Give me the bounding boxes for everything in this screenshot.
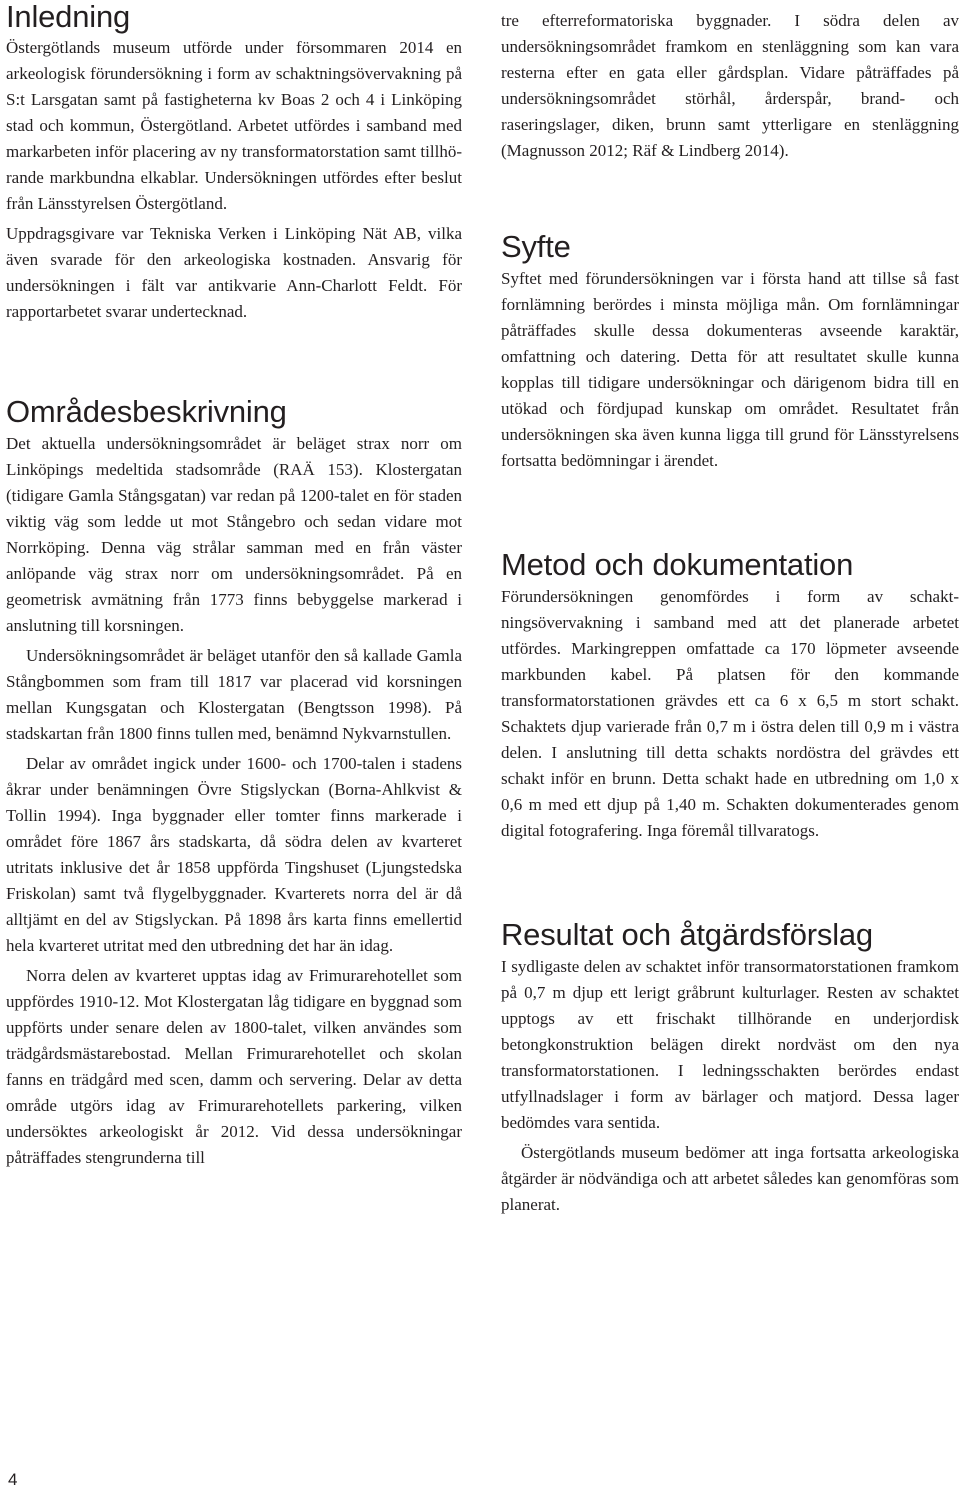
paragraph: Uppdragsgivare var Tekniska Verken i Linköping Nät AB, vilka även svarade för den arkeologiska kostnaden. Ansvarig för undersökningen i fält var antikvarie Ann-Charlott Feldt. För rapportarbetet svarar undertecknad. (6, 224, 462, 321)
paragraph: Östergötlands museum bedömer att inga fortsatta arkeologiska åtgärder är nödvändiga och att arbetet således kan genomföras som planerat. (501, 1143, 959, 1214)
heading-syfte: Syfte (501, 229, 571, 264)
page-number: 4 (8, 1470, 18, 1489)
heading-resultat: Resultat och åtgärdsförslag (501, 917, 873, 952)
heading-omradesbeskrivning: Områdesbeskrivning (6, 394, 287, 429)
paragraph: I sydligaste delen av schaktet inför transormatorstationen framkom på 0,7 m djup ett lerigt gråbrunt kulturlager. Resten av schaktet upptogs av ett frischakt tillhörande en underjordisk betongkonstruktion belägen direkt nordväst om den nya transformatorstationen. I ledningsschakten berördes endast utfyllnadslager i form av bärlager och matjord. Dessa lager bedömdes vara sentida. (501, 957, 959, 1132)
heading-inledning: Inledning (6, 0, 131, 34)
paragraph-continuation: tre efterreformatoriska byggnader. I södra delen av undersökningsområdet framkom en stenläggning som kan vara resterna efter en gata eller gårdsplan. Vidare påträffades på undersökningsområdet störhål, årderspår, brand- och raseringslager, diken, brunn samt ytterligare en stenläggning (Magnusson 2012; Räf & Lindberg 2014). (501, 11, 959, 160)
paragraph: Förundersökningen genomfördes i form av schaktningsövervakning i samband med att det planerade arbetet utfördes. Markingreppen omfattade ca 170 löpmeter avseende markbunden kabel. På platsen för den kommande transformatorstationen grävdes ett ca 6 x 6,5 m stort schakt. Schaktets djup varierade från 0,7 m i östra delen till 0,9 m i västra delen. I anslutning till detta schakts nordöstra del grävdes ett schakt inför en brunn. Detta schakt hade en utbredning om 1,0 x 0,6 m med ett djup på 1,40 m. Schakten dokumenterades genom digital fotografering. Inga föremål tillvaratogs. (501, 587, 959, 840)
paragraph: Delar av området ingick under 1600- och 1700-talen i stadens åkrar under benämningen Övre Stigslyckan (Borna-Ahlkvist & Tollin 1994). Inga byggnader eller tomter finns markerade i området före 1867 års stadskarta, då södra delen av kvarteret utritats inklusive det år 1858 uppförda Tingshuset (Ljungstedska Friskolan) samt två flygelbyggnader. Kvarterets norra del är då alltjämt en del av Stigslyckan. På 1898 års karta finns emellertid hela kvarteret utritat med den utbredning det har än idag. (6, 754, 462, 955)
paragraph: Undersökningsområdet är beläget utanför den så kallade Gamla Stångbommen som fram till 1817 var placerad vid korsningen mellan Kungsgatan och Klostergatan (Bengtsson 1998). På stadskartan från 1800 finns tullen med, benämnd Nykvarnstullen. (6, 646, 462, 743)
paragraph: Det aktuella undersökningsområdet är beläget strax norr om Linköpings medeltida stadsområde (RAÄ 153). Klostergatan (tidigare Gamla Stångsgatan) var redan på 1200-talet en för staden viktig väg som ledde ut mot Stångebro och sedan vidare mot Norrköping. Denna väg strålar samman med en från väster anlöpande väg strax norr om undersökningsområdet. På en geometrisk avmätning från 1773 finns bebyggelse markerad i anslutning till korsningen. (6, 434, 462, 635)
paragraph: Syftet med förundersökningen var i första hand att tillse så fast fornlämning berördes i minsta möjliga mån. Om fornlämningar påträffades skulle dessa dokumenteras avseende karaktär, omfattning och datering. Detta för att resultatet skulle kunna kopplas till tidigare undersökningar och därigenom bidra till en utökad och fördjupad kunskap om området. Resultatet från undersökningen ska även kunna ligga till grund för Länsstyrelsens fortsatta bedömningar i ärendet. (501, 269, 959, 470)
right-column (501, 0, 959, 1218)
paragraph: Norra delen av kvarteret upptas idag av Frimurarehotellet som uppfördes 1910-12. Mot Klostergatan låg tidigare en byggnad som uppförts under senare delen av 1800-talet, vilken användes som trädgårdsmästarebostad. Mellan Frimurarehotellet och skolan fanns en trädgård med scen, damm och servering. Delar av detta område utgörs idag av Frimurarehotellets parkering, vilken undersöktes arkeologiskt år 2012. Vid dessa undersökningar påträffades stengrunderna till (6, 966, 462, 1167)
left-column (6, 0, 462, 1171)
paragraph: Östergötlands museum utförde under försommaren 2014 en arkeologisk förundersökning i form av schaktningsövervakning på S:t Larsgatan samt på fastigheterna kv Boas 2 och 4 i Linköping stad och kommun, Östergötland. Arbetet utfördes i samband med markarbeten inför placering av ny transformatorstation samt tillhörande markbundna elkablar. Undersökningen utfördes efter beslut från Länsstyrelsen Östergötland. (6, 38, 462, 213)
heading-metod: Metod och dokumentation (501, 547, 854, 582)
